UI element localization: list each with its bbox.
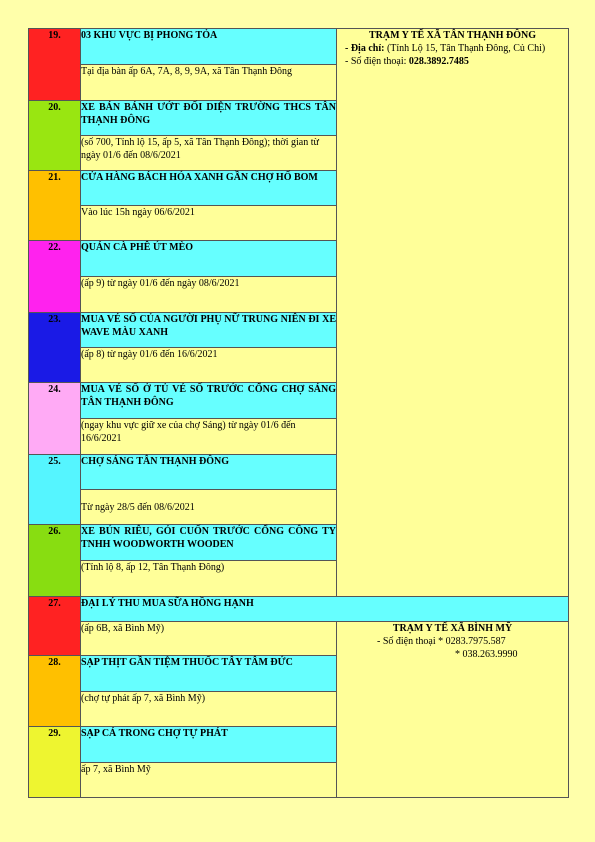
- location-title: MUA VÉ SỐ CỦA NGƯỜI PHỤ NỮ TRUNG NIÊN ĐI XE WAVE MÀU XANH: [81, 313, 337, 348]
- location-detail: (ngay khu vực giữ xe của chợ Sáng) từ ngày 01/6 đến 16/6/2021: [81, 419, 337, 455]
- location-title: ĐẠI LÝ THU MUA SỮA HỒNG HẠNH: [81, 597, 569, 622]
- station-phone-secondary: * 038.263.9990: [455, 649, 518, 660]
- row-number: 26.: [29, 525, 81, 597]
- location-title: QUÁN CÀ PHÊ ÚT MÈO: [81, 241, 337, 277]
- row-number: 24.: [29, 383, 81, 455]
- row-number: 21.: [29, 171, 81, 241]
- location-title: CHỢ SÁNG TÂN THẠNH ĐÔNG: [81, 455, 337, 490]
- row-number: 27.: [29, 597, 81, 656]
- location-detail: (ấp 8) từ ngày 01/6 đến 16/6/2021: [81, 348, 337, 383]
- location-title: SẠP THỊT GẦN TIỆM THUỐC TÂY TÂM ĐỨC: [81, 656, 337, 692]
- location-detail: (chợ tự phát ấp 7, xã Bình Mỹ): [81, 692, 337, 727]
- location-detail: (số 700, Tỉnh lộ 15, ấp 5, xã Tân Thạnh Đông); thời gian từ ngày 01/6 đến 08/6/2021: [81, 136, 337, 171]
- location-title: 03 KHU VỰC BỊ PHONG TỎA: [81, 29, 337, 65]
- location-title: XE BÁN BÁNH ƯỚT ĐỐI DIỆN TRƯỜNG THCS TÂN THẠNH ĐÔNG: [81, 101, 337, 136]
- station-phone: - Số điện thoại: 028.3892.7485: [345, 56, 469, 67]
- station-name: TRẠM Y TẾ XÃ TÂN THẠNH ĐÔNG: [368, 30, 537, 41]
- location-title: CỬA HÀNG BÁCH HÓA XANH GẦN CHỢ HỐ BOM: [81, 171, 337, 206]
- location-title: SẠP CÁ TRONG CHỢ TỰ PHÁT: [81, 727, 337, 763]
- location-title: MUA VÉ SỐ Ở TỦ VÉ SỐ TRƯỚC CỔNG CHỢ SÁNG TÂN THẠNH ĐÔNG: [81, 383, 337, 419]
- location-detail: Vào lúc 15h ngày 06/6/2021: [81, 206, 337, 241]
- health-station-tan-thanh-dong: [337, 29, 569, 597]
- location-detail: (ấp 6B, xã Bình Mỹ): [81, 622, 337, 656]
- row-number: 28.: [29, 656, 81, 727]
- station-address: - Địa chỉ: (Tỉnh Lộ 15, Tân Thạnh Đông, Củ Chi): [345, 43, 546, 54]
- location-detail: (ấp 9) từ ngày 01/6 đến ngày 08/6/2021: [81, 277, 337, 313]
- row-number: 23.: [29, 313, 81, 383]
- row-number: 29.: [29, 727, 81, 798]
- location-detail: Từ ngày 28/5 đến 08/6/2021: [81, 490, 337, 525]
- row-number: 25.: [29, 455, 81, 525]
- row-number: 19.: [29, 29, 81, 101]
- row-number: 20.: [29, 101, 81, 171]
- location-detail: ấp 7, xã Bình Mỹ: [81, 763, 337, 798]
- location-title: XE BÚN RIÊU, GỎI CUỐN TRƯỚC CỔNG CÔNG TY TNHH WOODWORTH WOODEN: [81, 525, 337, 561]
- station-name: TRẠM Y TẾ XÃ BÌNH MỸ: [392, 623, 513, 634]
- exposure-locations-table: [28, 28, 569, 798]
- station-phone: - Số điện thoại * 0283.7975.587: [377, 636, 506, 647]
- location-detail: Tại địa bàn ấp 6A, 7A, 8, 9, 9A, xã Tân Thạnh Đông: [81, 65, 337, 101]
- health-station-binh-my: [337, 622, 569, 798]
- location-detail: (Tỉnh lộ 8, ấp 12, Tân Thạnh Đông): [81, 561, 337, 597]
- row-number: 22.: [29, 241, 81, 313]
